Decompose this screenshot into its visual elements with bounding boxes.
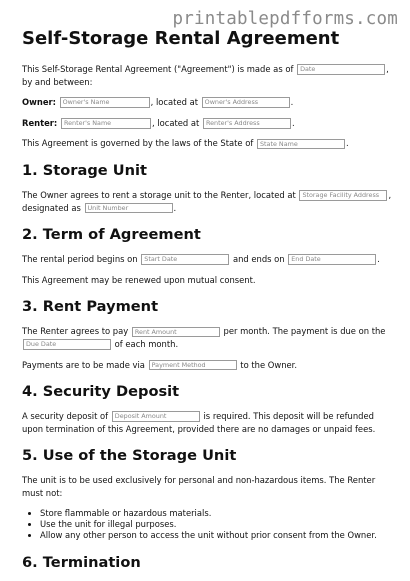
storage-unit-end: .: [173, 202, 177, 213]
storage-unit-paragraph: [22, 189, 392, 214]
section-deposit-heading: 4. Security Deposit: [22, 383, 180, 401]
term-paragraph: [22, 253, 392, 266]
section-rent-heading: 3. Rent Payment: [22, 298, 159, 316]
storage-unit-text: The Owner agrees to rent a storage unit to the Renter, located at: [22, 189, 296, 200]
renter-name-field[interactable]: Renter's Name: [61, 118, 151, 129]
start-date-field[interactable]: Start Date: [141, 254, 229, 265]
intro-comma: ,: [386, 64, 389, 74]
section-use-heading: 5. Use of the Storage Unit: [22, 447, 237, 465]
section-storage-unit-heading: 1. Storage Unit: [22, 161, 147, 179]
owner-line: [22, 96, 392, 109]
renter-located-text: , located at: [151, 117, 200, 128]
owner-end: .: [290, 97, 294, 108]
term-end: .: [377, 254, 380, 265]
governing-end: .: [345, 138, 349, 149]
end-date-field[interactable]: End Date: [288, 254, 376, 265]
owner-name-field[interactable]: Owner's Name: [60, 97, 150, 108]
section-termination-heading: 6. Termination: [22, 553, 141, 571]
rent-month-text: of each month.: [114, 338, 179, 349]
storage-facility-address-field[interactable]: Storage Facility Address: [299, 190, 387, 201]
intro-paragraph: [22, 63, 392, 88]
deposit-refund-text: is required. This deposit will be refunded upon termination of this Agreement, provided there are no damages or unpaid fees.: [22, 411, 376, 434]
governing-text: This Agreement is governed by the laws of the State of: [22, 138, 254, 149]
state-name-field[interactable]: State Name: [257, 139, 345, 150]
prohibited-uses-list: [22, 508, 392, 542]
document-title: Self-Storage Rental Agreement: [22, 28, 340, 49]
renewal-paragraph: This Agreement may be renewed upon mutual consent.: [22, 274, 256, 285]
renter-address-field[interactable]: Renter's Address: [203, 118, 291, 129]
payment-method-field[interactable]: Payment Method: [149, 360, 237, 371]
term-begins-text: The rental period begins on: [22, 254, 138, 265]
rent-due-text: per month. The payment is due on the: [223, 326, 386, 337]
rent-paragraph: [22, 325, 392, 350]
deposit-text: A security deposit of: [22, 411, 109, 422]
rent-agrees-text: The Renter agrees to pay: [22, 326, 129, 337]
owner-label: Owner:: [22, 97, 56, 108]
term-ends-text: and ends on: [232, 254, 285, 265]
unit-number-field[interactable]: Unit Number: [85, 203, 173, 214]
list-item: • Store flammable or hazardous materials.: [40, 508, 392, 519]
agreement-date-field[interactable]: Date: [297, 64, 385, 75]
list-item: • Allow any other person to access the unit without prior consent from the Owner.: [40, 530, 392, 541]
governing-law-line: [22, 137, 392, 150]
list-item: • Use the unit for illegal purposes.: [40, 519, 392, 530]
payment-owner-text: to the Owner.: [240, 359, 297, 370]
renter-end: .: [291, 117, 295, 128]
deposit-paragraph: [22, 410, 392, 435]
renter-label: Renter:: [22, 117, 58, 128]
intro-text-between: by and between:: [22, 76, 93, 87]
owner-address-field[interactable]: Owner's Address: [202, 97, 290, 108]
designated-text: designated as: [22, 202, 81, 213]
owner-located-text: , located at: [150, 97, 198, 108]
rent-amount-field[interactable]: Rent Amount: [132, 327, 220, 338]
agreement-document: [22, 28, 392, 581]
payment-via-text: Payments are to be made via: [22, 359, 145, 370]
intro-text: This Self-Storage Rental Agreement ("Agreement") is made as of: [22, 64, 294, 74]
payment-method-paragraph: [22, 359, 392, 372]
due-date-field[interactable]: Due Date: [23, 339, 111, 350]
deposit-amount-field[interactable]: Deposit Amount: [112, 411, 200, 422]
storage-unit-comma: ,: [388, 189, 392, 200]
renter-line: [22, 117, 392, 130]
watermark-logo: printablepdfforms.com: [172, 9, 398, 29]
section-term-heading: 2. Term of Agreement: [22, 226, 201, 244]
use-paragraph: The unit is to be used exclusively for personal and non-hazardous items. The Renter must not:: [22, 475, 376, 498]
